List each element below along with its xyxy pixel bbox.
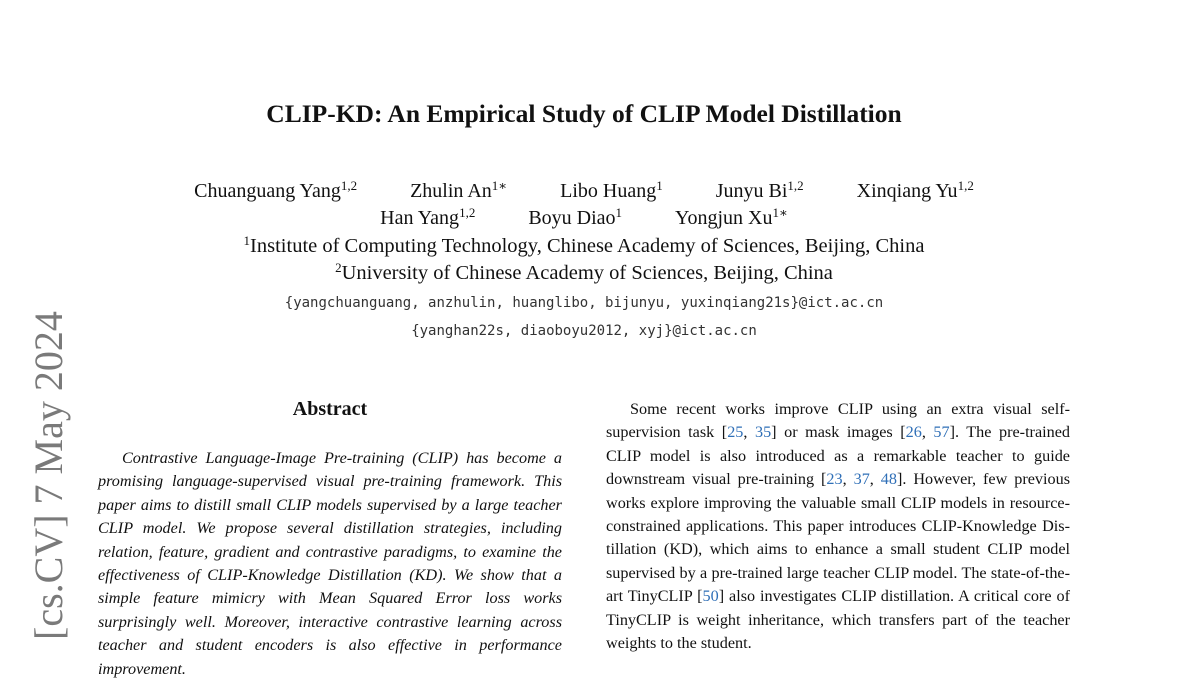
author-affil-mark: 1∗ (491, 178, 508, 193)
author-name: Han Yang (380, 207, 460, 229)
affiliation-text: University of Chinese Academy of Sciences, Beijing, China (341, 262, 833, 284)
citation-link[interactable]: 50 (702, 587, 719, 606)
authors-row-1 (0, 178, 1168, 204)
author-name: Yongjun Xu (675, 207, 773, 229)
author-name: Zhulin An (410, 180, 492, 202)
author-name: Libo Huang (560, 180, 657, 202)
author (380, 205, 475, 231)
citation-link[interactable]: 35 (754, 423, 772, 442)
affiliation-2 (0, 260, 1168, 286)
abstract-body: Contrastive Language-Image Pre-training (CLIP) has become a promising language-supervised visual pre-training framework. This paper aims to distill small CLIP models supervised by a large teacher CLIP model. We propose several distillation strategies, including relation, feature, gradient and contrastive paradigms, to examine the effectiveness of CLIP-Knowledge Distillation (KD). We show that a simple feature mimicry with Mean Squared Error loss works surprisingly well. Moreover, interactive contrastive learning across teacher and student encoders is also effective in performance improvement. (98, 449, 562, 678)
citation-link[interactable]: 25 (727, 423, 744, 442)
author (675, 205, 788, 231)
author-name: Chuanguang Yang (194, 180, 341, 202)
affiliation-text: Institute of Computing Technology, Chinese Academy of Sciences, Beijing, China (250, 235, 925, 257)
intro-text: ]. However, few previous works explore improving the valuable small CLIP models in resource-constrained applications. This paper introduces CLIP-Knowledge Distillation (KD), which aims to enhance a small student CLIP model supervised by a pre-trained large teacher CLIP model. The state-of-the-art TinyCLIP [ (606, 470, 1070, 606)
author-affil-mark: 1,2 (459, 205, 476, 220)
author-name: Boyu Diao (528, 207, 616, 229)
citation-link[interactable]: 26 (905, 423, 922, 442)
author (194, 178, 357, 204)
intro-text: Some recent works improve CLIP using an extra visual self-supervision task [ (606, 400, 1070, 442)
author-affil-mark: 1,2 (787, 178, 804, 193)
citation-link[interactable]: 37 (853, 470, 870, 489)
intro-paragraph (606, 398, 1070, 655)
email-line-2: {yanghan22s, diaoboyu2012, xyj}@ict.ac.cn (411, 323, 757, 339)
author (560, 178, 663, 204)
affiliation-1 (0, 233, 1168, 259)
intro-text: , (743, 423, 755, 442)
author (528, 205, 622, 231)
author (410, 178, 507, 204)
abstract-heading: Abstract (292, 398, 368, 420)
citation-link[interactable]: 23 (826, 470, 843, 489)
intro-text: , (921, 423, 934, 442)
intro-text: , (869, 470, 881, 489)
intro-text: , (842, 470, 854, 489)
authors-row-2 (0, 205, 1168, 231)
intro-text: ]. The pre-trained CLIP model is also introduced as a remarkable teacher to guide downstream visual pre-training [ (606, 423, 1071, 489)
affiliation-mark: 1 (243, 233, 251, 248)
email-line-1: {yangchuanguang, anzhulin, huanglibo, bijunyu, yuxinqiang21s}@ict.ac.cn (284, 295, 884, 311)
paper-title: CLIP-KD: An Empirical Study of CLIP Model Distillation (266, 99, 902, 128)
author-name: Junyu Bi (715, 180, 788, 202)
citation-link[interactable]: 57 (933, 423, 950, 442)
arxiv-stamp (26, 302, 72, 640)
author-affil-mark: 1 (615, 205, 623, 220)
author-affil-mark: 1,2 (340, 178, 358, 193)
affiliation-mark: 2 (335, 260, 342, 275)
author (716, 178, 804, 204)
author-affil-mark: 1 (656, 178, 663, 193)
intro-text: ] or mask images [ (771, 423, 906, 442)
author-affil-mark: 1,2 (957, 178, 974, 193)
author (857, 178, 974, 204)
author-affil-mark: 1∗ (772, 205, 788, 220)
author-name: Xinqiang Yu (856, 180, 958, 202)
intro-text: ] also investigates CLIP distillation. A critical core of TinyCLIP is weight inheritance, which transfers part of the teacher weights to the student. (606, 587, 1070, 653)
arxiv-stamp-text: [cs.CV] 7 May 2024 (26, 311, 71, 640)
citation-link[interactable]: 48 (880, 470, 897, 489)
